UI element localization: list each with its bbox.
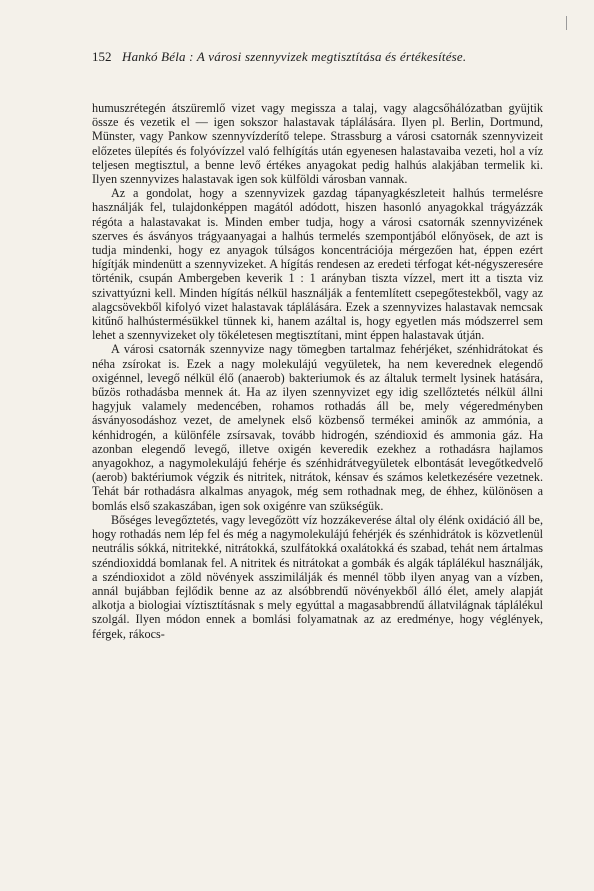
paragraph: Bőséges levegőztetés, vagy levegőzött víz hozzákeverése által oly élénk oxidáció áll be, hogy rothadás nem lép fel és még a nagymolekulájú fehérjék és szénhidrátok is közvetlenül neutrális sókká, nitritekké, nitrátokká, szulfátokká oxalátokká és szabad, tehát nem ártalmas széndioxiddá bomlanak fel. A nitritek és nitrátokat a gombák és algák táplálékul használják, a széndioxidot a zöld növények asszimilálják és mennél több ilyen anyag van a vízben, annál bujábban fejlődik benne az az alsóbbrendű növényekből álló élet, amely alapját alkotja a biologiai víztisztításnak s mely egyúttal a magasabbrendű állatvilágnak táplálékul szolgál. Ilyen módon ennek a bomlási folyamatnak az az eredménye, hogy véglények, férgek, rákocs- [92, 512, 543, 641]
page-header [92, 49, 542, 69]
page-number: 152 [92, 49, 112, 64]
paragraph: Az a gondolat, hogy a szennyvizek gazdag tápanyagkészleteit halhús termelésre használják fel, tulajdonképpen magától adódott, hiszen hasonló anyagokkal trágyázzák régóta a halastavakat is. Minden ember tudja, hogy a városi csatornák szennyvizének szerves és ásványos trágyaanyagai a halhús termelés szempontjából előnyösek, de azt is tudja mindenki, hogy ez anyagok túlságos koncentrációja mérgezően hat, éppen ezért hígítják mindenütt a szennyvizeket. A hígítás rendesen az eredeti térfogat két-négyszeresére történik, csupán Ambergeben keverik 1 : 1 arányban tiszta vízzel, mert itt a tiszta viz szivattyúzni kell. Minden hígítás nélkül használják a fentemlített csepegőtestekből, vagy az alagcsövekből kifolyó vizet halastavak táplálására. Ezek a szennyvizes halastavak nemcsak kitűnő halhústermésükkel tünnek ki, hanem azáltal is, hogy egyetlen más módszerrel sem lehet a szennyvizeket oly tökéletesen megtisztítani, mint éppen halastavak útján. [92, 186, 543, 343]
body-text [92, 101, 543, 641]
running-head: Hankó Béla : A városi szennyvizek megtisztítása és értékesítése. [122, 49, 467, 64]
margin-pencil-mark [566, 16, 567, 30]
paragraph: A városi csatornák szennyvize nagy tömegben tartalmaz fehérjéket, szénhidrátokat és néha zsírokat is. Ezek a nagy molekulájú vegyületek, ha nem keverednek elegendő oxigénnel, levegő nélkül élő (anaerob) bakteriumok és az általuk termelt lysinek hatására, bűzös rothadásba mennek át. Ha az ilyen szennyvizet egy idig szellőztetés nélkül állni hagyjuk valamely medencében, rohamos rothadás áll be, mely végeredményben ásványosodáshoz vezet, de amelynek első közbenső termékei aminők az ammónia, a kénhidrogén, a különféle zsírsavak, tovább hidrogén, széndioxid és ammonia gáz. Ha azonban elegendő levegő, illetve oxigén keveredik ezekhez a rothadásra hajlamos anyagokhoz, a nagymolekulájú fehérje és szénhidrátvegyületek elbontását levegőtkedvelő (aerob) baktériumok végzik és nitritek, nitrátok, kénsav és számos keletkezésére vezetnek. Tehát bár rothadásra alkalmas anyagok, még sem rothadnak meg, de éhhez, különösen a bomlás első szakaszában, igen sok oxigénre van szükségük. [92, 342, 543, 513]
paragraph-continued: humuszrétegén átszüremlő vizet vagy megissza a talaj, vagy alagcsőhálózatban gyüjtik össze és vezetik el — igen sokszor halastavak táplálására. Ilyen pl. Berlin, Dortmund, Münster, vagy Pankow szennyvízderítő telepe. Strassburg a városi csatornák szennyvizeit előzetes ülepítés és folyóvízzel való felhígítás után egyenesen halastavaiba vezeti, hol a víz teljesen megtisztul, a benne levő értékes anyagokat pedig halhús alakjában termelik ki. Ilyen szennyvizes halastavak igen sok külföldi városban vannak. [92, 101, 543, 187]
